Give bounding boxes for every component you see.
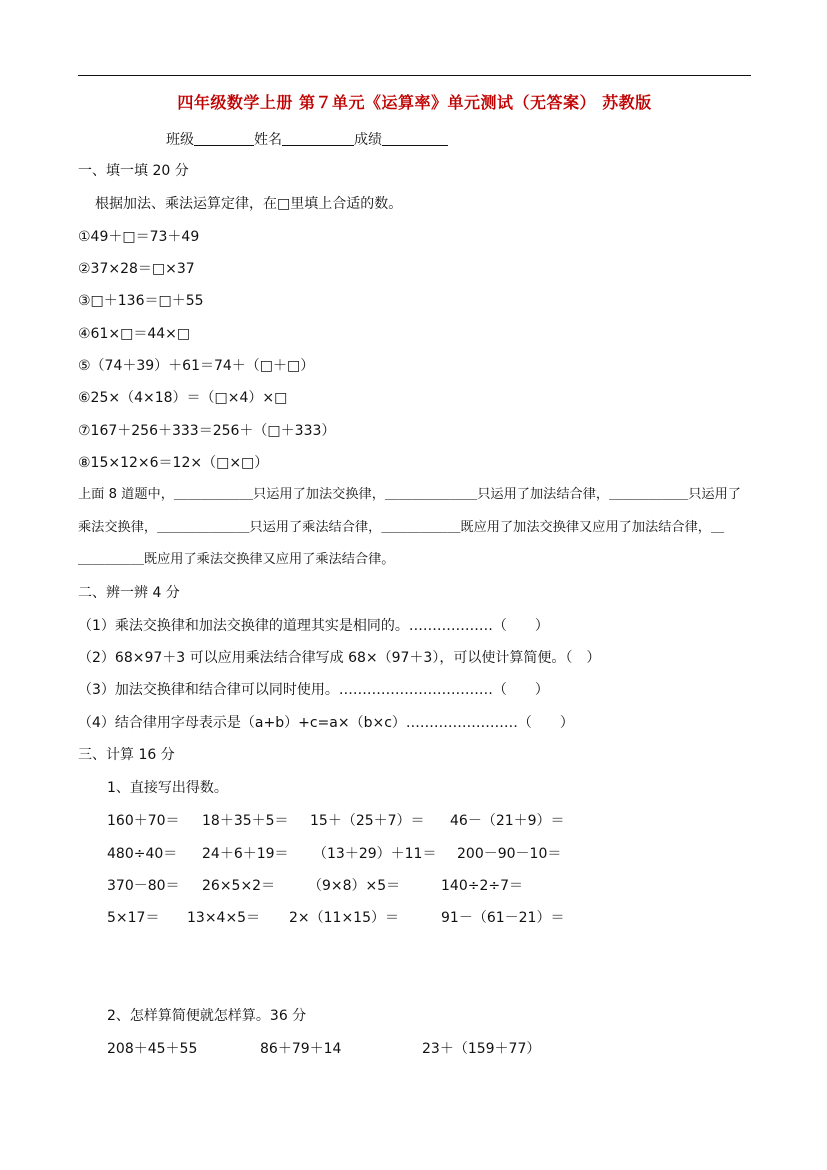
- direct-problem: 160＋70＝: [107, 813, 180, 829]
- section1-heading: 一、填一填 20 分: [78, 163, 189, 179]
- fill-item-8: ⑧15×12×6＝12×（□×□）: [78, 455, 269, 471]
- score-label: 成绩: [354, 132, 382, 148]
- section2-heading: 二、辨一辨 4 分: [78, 585, 180, 601]
- name-blank[interactable]: [282, 132, 354, 146]
- header-rule: [78, 75, 751, 76]
- fill-item-5: ⑤（74＋39）＋61＝74＋（□＋□）: [78, 358, 315, 374]
- judge-item-3: （3）加法交换律和结合律可以同时使用。……………………………（ ）: [78, 682, 549, 698]
- fill-item-7: ⑦167＋256＋333＝256＋（□＋333）: [78, 423, 336, 439]
- section3-heading: 三、计算 16 分: [78, 747, 175, 763]
- fill-item-3: ③□＋136＝□＋55: [78, 293, 204, 309]
- direct-problem: 24＋6＋19＝: [202, 846, 289, 862]
- classify-line-2: 乘法交换律，＿＿＿＿＿＿＿只运用了乘法结合律，＿＿＿＿＿＿既应用了加法交换律又应用了加法结合律，＿: [78, 520, 725, 535]
- judge-item-2: （2）68×97＋3 可以应用乘法结合律写成 68×（97＋3），可以使计算简便。（ ）: [78, 650, 601, 666]
- direct-problem: 2×（11×15）＝: [289, 910, 399, 926]
- direct-problem: 5×17＝: [107, 910, 160, 926]
- direct-problem: （13＋29）＋11＝: [313, 846, 437, 862]
- judge-item-1: （1）乘法交换律和加法交换律的道理其实是相同的。………………（ ）: [78, 618, 549, 634]
- fill-item-1: ①49＋□＝73＋49: [78, 229, 200, 245]
- direct-problem: 480÷40＝: [107, 846, 178, 862]
- fill-item-2: ②37×28＝□×37: [78, 261, 195, 277]
- simplify-problem: 86＋79＋14: [260, 1041, 342, 1057]
- sub1-heading: 1、直接写出得数。: [107, 780, 228, 796]
- direct-problem: 18＋35＋5＝: [202, 813, 289, 829]
- direct-problem: 200－90－10＝: [457, 846, 562, 862]
- student-info: [166, 131, 448, 149]
- score-blank[interactable]: [382, 132, 448, 146]
- direct-problem: 91－（61－21）＝: [441, 910, 565, 926]
- direct-problem: 140÷2÷7＝: [441, 878, 523, 894]
- name-label: 姓名: [254, 132, 282, 148]
- direct-problem: 26×5×2＝: [202, 878, 276, 894]
- judge-item-4: （4）结合律用字母表示是（a+b）+c=a×（b×c）……………………（ ）: [78, 715, 574, 731]
- direct-problem: 13×4×5＝: [187, 910, 261, 926]
- fill-item-4: ④61×□＝44×□: [78, 326, 191, 342]
- classify-line-1: 上面 8 道题中，＿＿＿＿＿＿只运用了加法交换律，＿＿＿＿＿＿＿只运用了加法结合律，＿＿＿＿＿＿只运用了: [78, 487, 741, 502]
- classify-line-3: ＿＿＿＿＿既应用了乘法交换律又应用了乘法结合律。: [78, 552, 395, 567]
- direct-problem: 370－80＝: [107, 878, 180, 894]
- page-title: 四年级数学上册 第７单元《运算率》单元测试（无答案） 苏教版: [177, 93, 652, 112]
- direct-problem: （9×8）×5＝: [308, 878, 401, 894]
- section1-instruction: 根据加法、乘法运算定律，在□里填上合适的数。: [95, 196, 403, 212]
- sub2-heading: 2、怎样算简便就怎样算。36 分: [107, 1008, 307, 1024]
- simplify-problem: 23＋（159＋77）: [422, 1041, 541, 1057]
- direct-problem: 15＋（25＋7）＝: [310, 813, 425, 829]
- class-label: 班级: [166, 132, 194, 148]
- direct-problem: 46－（21＋9）＝: [450, 813, 565, 829]
- fill-item-6: ⑥25×（4×18）＝（□×4）×□: [78, 390, 288, 406]
- simplify-problem: 208＋45＋55: [107, 1041, 198, 1057]
- class-blank[interactable]: [194, 132, 254, 146]
